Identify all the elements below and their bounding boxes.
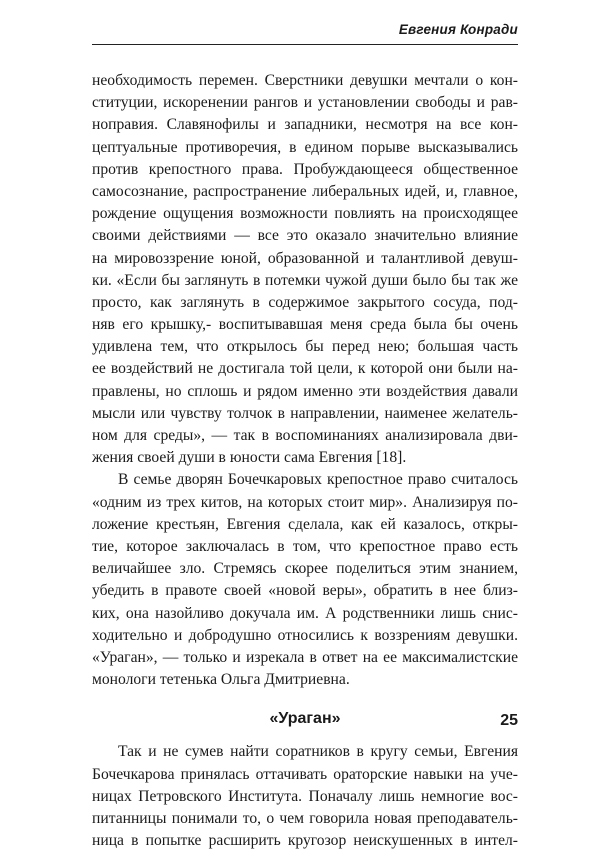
text-line: правлены, но сплошь и рядом именно эти воздействия давали: [92, 382, 518, 400]
text-line: удивлена тем, что открылось бы перед нею; большая часть: [92, 338, 518, 356]
text-line: цептуальные противоречия, в едином порыве высказывались: [92, 138, 518, 156]
text-line: монологи тетенька Ольга Дмитриевна.: [92, 671, 350, 689]
text-line: ница в попытке расширить кругозор неискушенных в интел-: [92, 832, 518, 850]
text-line: ном для среды», — так в воспоминаниях анализировала дви-: [92, 427, 518, 444]
text-line: Так и не сумев найти соратников в кругу семьи, Евгения: [118, 743, 518, 761]
text-line: ложение крестьян, Евгения сделала, как ей казалось, откры-: [92, 515, 518, 533]
text-line: Бочечкарова принялась оттачивать ораторские навыки на уче-: [92, 765, 518, 783]
text-line: ноправия. Славянофилы и западники, несмотря на все кон-: [92, 116, 518, 134]
section-heading: «Ураган»: [269, 710, 341, 728]
running-head: [92, 14, 518, 45]
text-line: тие, которое заключалась в том, что крепостное право есть: [92, 537, 518, 555]
text-line: мысли или чувству толчок в направлении, наименее желатель-: [92, 404, 518, 422]
text-line: «одним из трех китов, на которых стоит мир». Анализируя по-: [92, 493, 518, 511]
text-line: В семье дворян Бочечкаровых крепостное право считалось: [118, 471, 518, 489]
text-line: на мировоззрение юной, образованной и талантливой девуш-: [92, 249, 518, 267]
paragraph-2: [92, 469, 518, 691]
text-line: своими действиями — все это оказало значительно влияние: [92, 227, 518, 245]
text-line: ницах Петровского Института. Поначалу лишь немногие вос-: [92, 787, 518, 805]
running-title: Евгения Конради: [398, 22, 518, 37]
text-line: няв его крышку,- воспитывавшая меня среда была бы очень: [92, 316, 518, 334]
text-line: просто, как заглянуть в содержимое закрытого сосуда, под-: [92, 293, 518, 311]
paragraph-1: [92, 70, 518, 469]
text-line: рождение ощущения возможности повлиять на происходящее: [92, 205, 518, 223]
text-line: самосознание, распространение либеральных идей, и, главное,: [92, 182, 518, 200]
text-line: ких, она назойливо докучала им. А родственники лишь снис-: [92, 604, 518, 622]
text-line: ее воздействий не достигала той цели, к которой они были на-: [92, 360, 518, 378]
text-line: против крепостного права. Пробуждающееся общественное: [92, 160, 518, 178]
text-line: ходительно и добродушно относились к воззрениям девушки.: [92, 626, 518, 644]
page-number: 25: [500, 712, 518, 729]
text-line: ституции, искоренении рангов и установлении свободы и рав-: [92, 94, 518, 112]
text-line: необходимость перемен. Сверстники девушки мечтали о кон-: [92, 72, 518, 89]
text-line: величайшее зло. Стремясь скорее поделиться этим знанием,: [92, 560, 518, 578]
text-line: «Ураган», — только и изрекала в ответ на ее максималистские: [92, 648, 518, 666]
text-line: убедить в правоте своей «новой веры», обратить в нее близ-: [92, 582, 518, 600]
body-text: [92, 70, 518, 852]
text-line: ки. «Если бы заглянуть в потемки чужой души было бы так же: [92, 271, 518, 289]
text-line: питанницы понимали то, о чем говорила новая преподаватель-: [92, 810, 518, 827]
text-line: жения своей души в юности сама Евгения [18].: [92, 449, 407, 467]
paragraph-3: [92, 741, 518, 852]
